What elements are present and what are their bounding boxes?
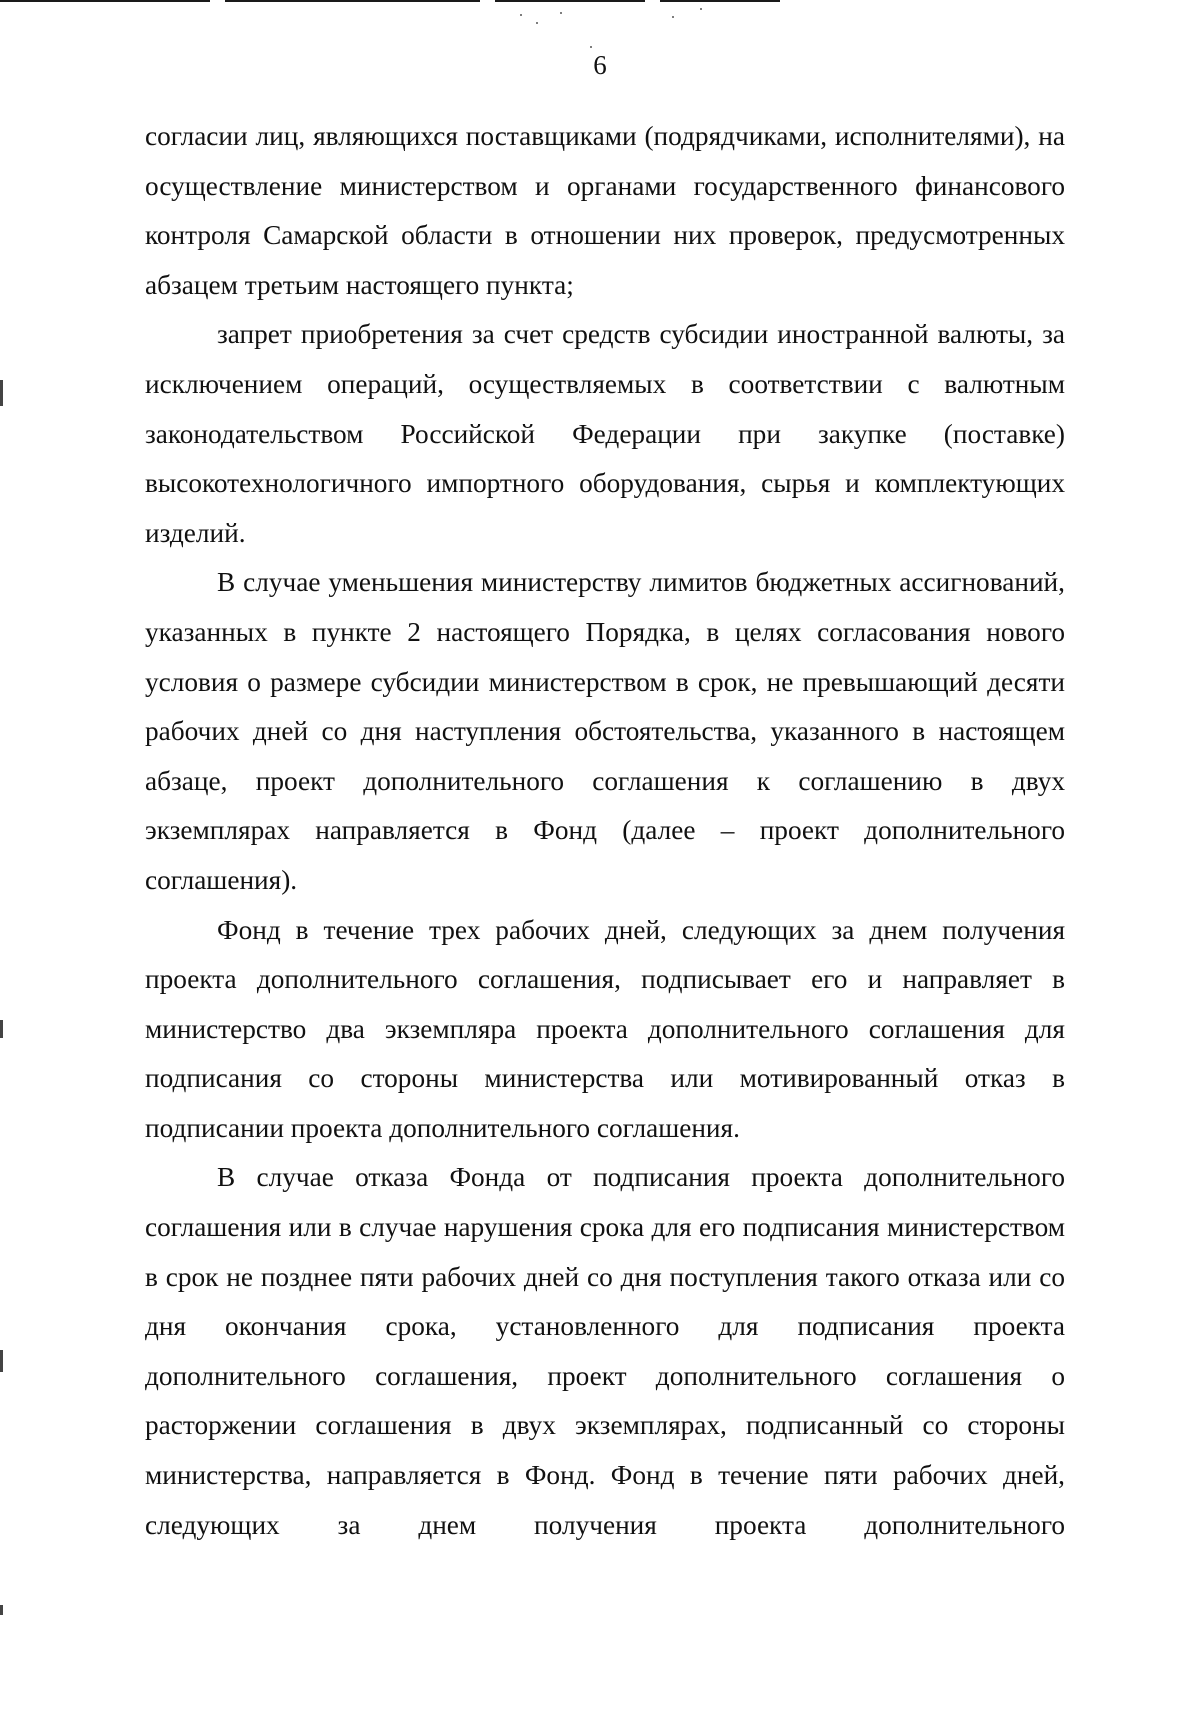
document-body [145,112,1065,1550]
scan-speck [560,12,562,14]
scan-edge-line [225,0,480,2]
scan-edge-line [660,0,780,2]
margin-mark [0,1605,3,1615]
paragraph: В случае уменьшения министерству лимитов бюджетных ассигнований, указанных в пункте 2 настоящего Порядка, в целях согласования нового условия о размере субсидии министерством в срок, не превышающий десяти рабочих дней со дня наступления обстоятельства, указанного в настоящем абзаце, проект дополнительного соглашения к соглашению в двух экземплярах направляется в Фонд (далее – проект дополнительного соглашения). [145,567,1065,895]
margin-mark [0,1350,3,1372]
paragraph: запрет приобретения за счет средств субсидии иностранной валюты, за исключением операций, осуществляемых в соответствии с валютным законодательством Российской Федерации при закупке (поставке) высокотехнологичного импортного оборудования, сырья и комплектующих изделий. [145,319,1065,548]
scan-speck [672,16,674,18]
margin-mark [0,380,3,406]
scan-edge-line [495,0,645,2]
margin-mark [0,1020,3,1038]
paragraph: Фонд в течение трех рабочих дней, следующих за днем получения проекта дополнительного соглашения, подписывает его и направляет в министерство два экземпляра проекта дополнительного соглашения для подписания со стороны министерства или мотивированный отказ в подписании проекта дополнительного соглашения. [145,914,1065,1143]
scan-speck [536,22,538,24]
scan-speck [520,14,522,16]
paragraph: В случае отказа Фонда от подписания проекта дополнительного соглашения или в случае нарушения срока для его подписания министерством в срок не позднее пяти рабочих дней со дня поступления такого отказа или со дня окончания срока, установленного для подписания проекта дополнительного соглашения, проект дополнительного соглашения о расторжении соглашения в двух экземплярах, подписанный со стороны министерства, направляется в Фонд. Фонд в течение пяти рабочих дней, следующих за днем получения проекта дополнительного [145,1162,1065,1540]
scan-speck [590,46,592,48]
paragraph: согласии лиц, являющихся поставщиками (подрядчиками, исполнителями), на осуществление министерством и органами государственного финансового контроля Самарской области в отношении них проверок, предусмотренных абзацем третьим настоящего пункта; [145,121,1065,300]
scan-edge-line [0,0,210,2]
scan-speck [700,8,702,10]
page-number: 6 [593,50,607,80]
